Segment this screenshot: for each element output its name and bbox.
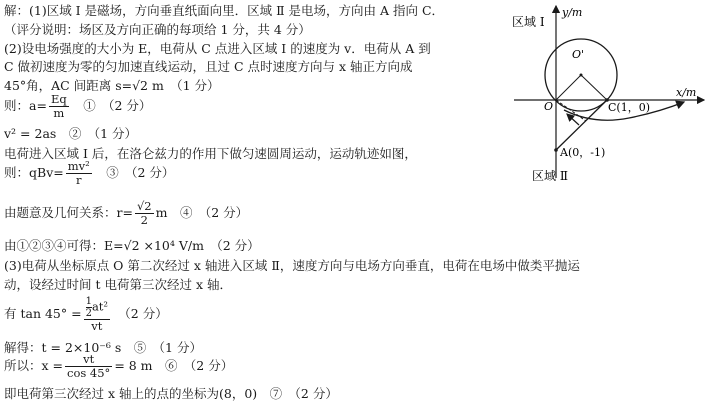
fraction-half-at2-over-vt — [84, 296, 110, 333]
line-16 — [4, 353, 233, 380]
radius-to-o — [556, 75, 581, 100]
label-region-1: 区域 Ⅰ — [512, 15, 545, 29]
denominator: cos 45° — [67, 366, 111, 380]
numerator: √2 — [136, 199, 152, 213]
fraction-sqrt2-over-2 — [135, 200, 154, 227]
line-2: （评分说明：场区及方向正确的每项给 1 分，共 4 分） — [4, 22, 311, 37]
line-15: 解得：t = 2×10⁻⁶ s ⑤ （1 分） — [4, 340, 202, 355]
x-suffix: = 8 m ⑥ （2 分） — [114, 358, 234, 373]
line-3: (2)设电场强度的大小为 E，电荷从 C 点进入区域 Ⅰ 的速度为 v．电荷从 A 到 — [4, 41, 431, 56]
line-7: v² = 2as ② （1 分） — [4, 126, 137, 141]
line-9 — [4, 160, 174, 187]
x-prefix: 所以：x = — [4, 358, 63, 373]
radius-to-c — [581, 75, 607, 100]
fraction-eq-over-m — [49, 93, 69, 120]
numerator: vt — [83, 352, 95, 366]
line-14 — [4, 296, 168, 333]
fraction-mv2-over-r — [66, 160, 92, 187]
line-11: 由①②③④可得：E=√2 ×10⁴ V/m （2 分） — [4, 238, 260, 253]
denominator: 2 — [135, 213, 154, 227]
tan-suffix: （2 分） — [112, 306, 168, 321]
line-6 — [4, 93, 151, 120]
label-center: O' — [572, 48, 585, 61]
eq3-prefix: 则：qBv= — [4, 165, 64, 180]
trajectory-diagram — [504, 0, 709, 185]
eq1-prefix: 则：a= — [4, 98, 47, 113]
half-den: 2 — [85, 308, 92, 319]
fraction-vt-over-cos45 — [65, 353, 112, 380]
label-point-c: C(1，0) — [608, 101, 650, 114]
line-17: 即电荷第三次经过 x 轴上的点的坐标为(8，0) ⑦ （2 分） — [4, 386, 338, 401]
label-x-axis: x/m — [676, 86, 697, 99]
path-a-to-c — [556, 100, 607, 150]
label-origin: O — [544, 100, 554, 113]
numerator: Eq — [50, 92, 67, 106]
eq4-prefix: 由题意及几何关系：r= — [4, 205, 133, 220]
line-12: (3)电荷从坐标原点 O 第二次经过 x 轴进入区域 Ⅱ，速度方向与电场方向垂直，电荷在电场中做类平抛运 — [4, 258, 580, 273]
line-8: 电荷进入区域 Ⅰ 后，在洛仑兹力的作用下做匀速圆周运动，运动轨迹如图， — [4, 146, 417, 161]
at2: at² — [91, 299, 109, 314]
point-center — [580, 74, 583, 77]
denominator: r — [66, 173, 92, 187]
denominator: m — [49, 106, 69, 120]
half-num: 1 — [85, 296, 92, 307]
line-13: 动，设经过时间 t 电荷第三次经过 x 轴． — [4, 277, 232, 292]
tan-prefix: 有 tan 45° = — [4, 306, 82, 321]
numerator: mv² — [67, 159, 90, 173]
label-y-axis: y/m — [562, 6, 583, 19]
line-4: C 做初速度为零的匀加速直线运动，且过 C 点时速度方向与 x 轴正方向成 — [4, 59, 413, 74]
eq1-suffix: ① （2 分） — [70, 98, 152, 113]
denominator: vt — [84, 319, 110, 333]
line-10 — [4, 200, 248, 227]
eq3-suffix: ③ （2 分） — [93, 165, 175, 180]
label-point-a: A(0，-1) — [560, 146, 606, 159]
label-region-2: 区域 Ⅱ — [532, 169, 568, 183]
point-a — [554, 148, 558, 152]
numerator — [84, 296, 110, 319]
eq4-suffix: m ④ （2 分） — [155, 205, 249, 220]
line-1: 解：(1)区域 Ⅰ 是磁场，方向垂直纸面向里．区域 Ⅱ 是电场，方向由 A 指向 C． — [4, 3, 445, 18]
line-5: 45°角，AC 间距离 s=√2 m （1 分） — [4, 78, 220, 93]
